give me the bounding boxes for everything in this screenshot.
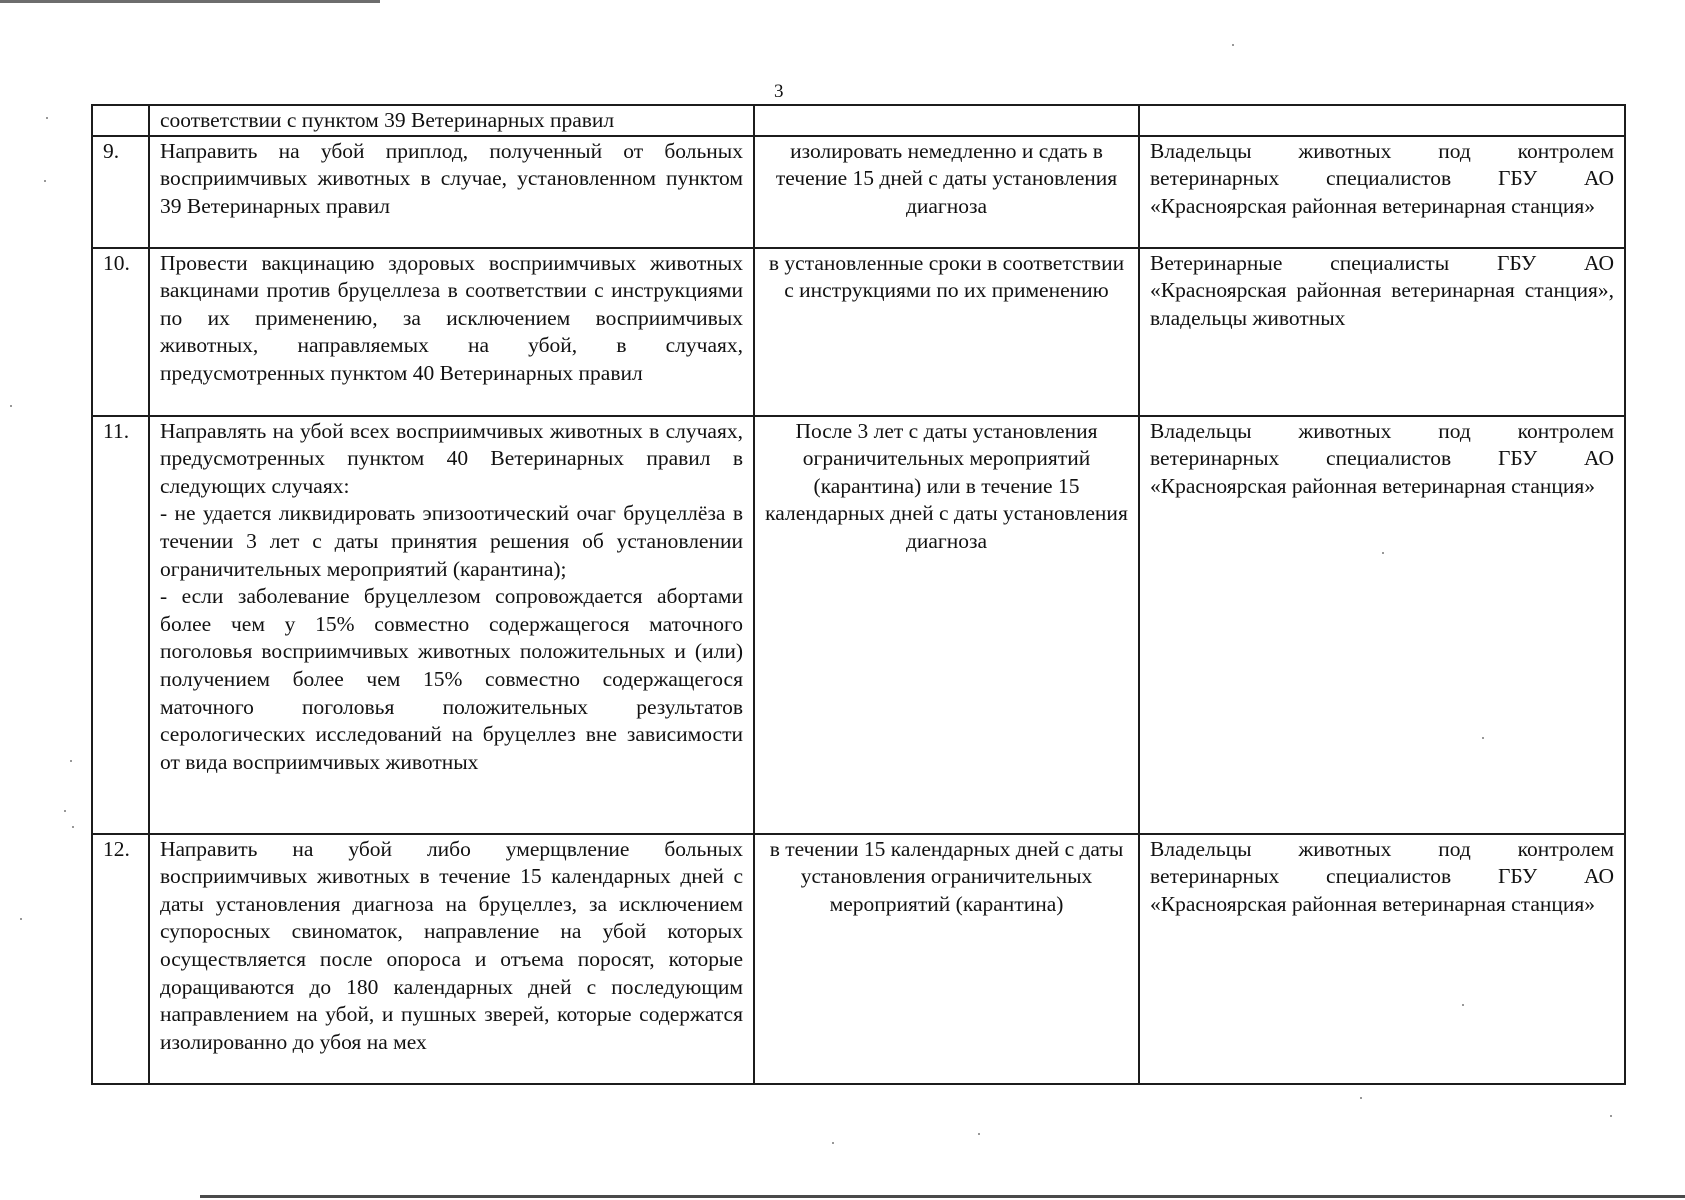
scan-speck: [46, 117, 48, 119]
term-cell: изолировать немедленно и сдать в течение 15 дней с даты установления диагноза: [754, 136, 1139, 248]
row-number: 9.: [92, 136, 149, 248]
responsible-cell: Ветеринарные специалисты ГБУ АО «Красноярская районная ветеринарная станция», владельцы животных: [1139, 248, 1625, 416]
responsible-cell: Владельцы животных под контролем ветеринарных специалистов ГБУ АО «Красноярская районная ветеринарная станция»: [1139, 136, 1625, 248]
scan-speck: [832, 1142, 834, 1144]
scan-edge-top: [0, 0, 380, 3]
responsible-cell: Владельцы животных под контролем ветеринарных специалистов ГБУ АО «Красноярская районная ветеринарная станция»: [1139, 834, 1625, 1084]
scan-speck: [1232, 44, 1234, 46]
term-cell: в установленные сроки в соответствии с инструкциями по их применению: [754, 248, 1139, 416]
row-number: 12.: [92, 834, 149, 1084]
action-cell: Направить на убой приплод, полученный от больных восприимчивых животных в случае, установленном пунктом 39 Ветеринарных правил: [149, 136, 754, 248]
scan-speck: [70, 760, 72, 762]
term-cell: После 3 лет с даты установления ограничительных мероприятий (карантина) или в течение 15 календарных дней с даты установления диагноза: [754, 416, 1139, 834]
row-number: 10.: [92, 248, 149, 416]
scan-speck: [978, 1133, 980, 1135]
scan-speck: [10, 405, 12, 407]
action-line: - не удается ликвидировать эпизоотический очаг бруцеллёза в течении 3 лет с даты принятия решения об установлении ограничительных мероприятий (карантина);: [160, 501, 743, 581]
action-line: - если заболевание бруцеллезом сопровождается абортами более чем у 15% совместно содержащегося маточного поголовья восприимчивых животных положительных и (или) получением более чем 15% совместно содержащегося маточного поголовья положительных результатов серологических исследований на бруцеллез вне зависимости от вида восприимчивых животных: [160, 584, 743, 774]
table-row: [92, 248, 1625, 416]
responsible-cell: Владельцы животных под контролем ветеринарных специалистов ГБУ АО «Красноярская районная ветеринарная станция»: [1139, 416, 1625, 834]
scan-speck: [20, 918, 22, 920]
action-cell: [149, 416, 754, 834]
scan-edge-bottom: [200, 1195, 1685, 1198]
action-line: Направлять на убой всех восприимчивых животных в случаях, предусмотренных пунктом 40 Ветеринарных правил в следующих случаях:: [160, 418, 743, 498]
scan-speck: [64, 810, 66, 812]
scan-speck: [44, 180, 46, 182]
responsible-cell: [1139, 105, 1625, 136]
row-number: [92, 105, 149, 136]
table-row: [92, 136, 1625, 248]
term-cell: [754, 105, 1139, 136]
measures-table: [91, 104, 1626, 1085]
action-cell: соответствии с пунктом 39 Ветеринарных правил: [149, 105, 754, 136]
action-cell: Направить на убой либо умерщвление больных восприимчивых животных в течение 15 календарных дней с даты установления диагноза на бруцеллез, за исключением супоросных свиноматок, направление на убой которых осуществляется после опороса и отъема поросят, которые доращиваются до 180 календарных дней с последующим направлением на убой, и пушных зверей, которые содержатся изолированно до убоя на мех: [149, 834, 754, 1084]
scan-speck: [1610, 1115, 1612, 1117]
scan-speck: [72, 826, 74, 828]
row-number: 11.: [92, 416, 149, 834]
term-cell: в течении 15 календарных дней с даты установления ограничительных мероприятий (карантина): [754, 834, 1139, 1084]
table-row: [92, 416, 1625, 834]
action-cell: Провести вакцинацию здоровых восприимчивых животных вакцинами против бруцеллеза в соответствии с инструкциями по их применению, за исключением восприимчивых животных, направляемых на убой, в случаях, предусмотренных пунктом 40 Ветеринарных правил: [149, 248, 754, 416]
scan-speck: [1360, 1097, 1362, 1099]
page-number: 3: [774, 81, 784, 102]
table-row: [92, 834, 1625, 1084]
table-row: [92, 105, 1625, 136]
